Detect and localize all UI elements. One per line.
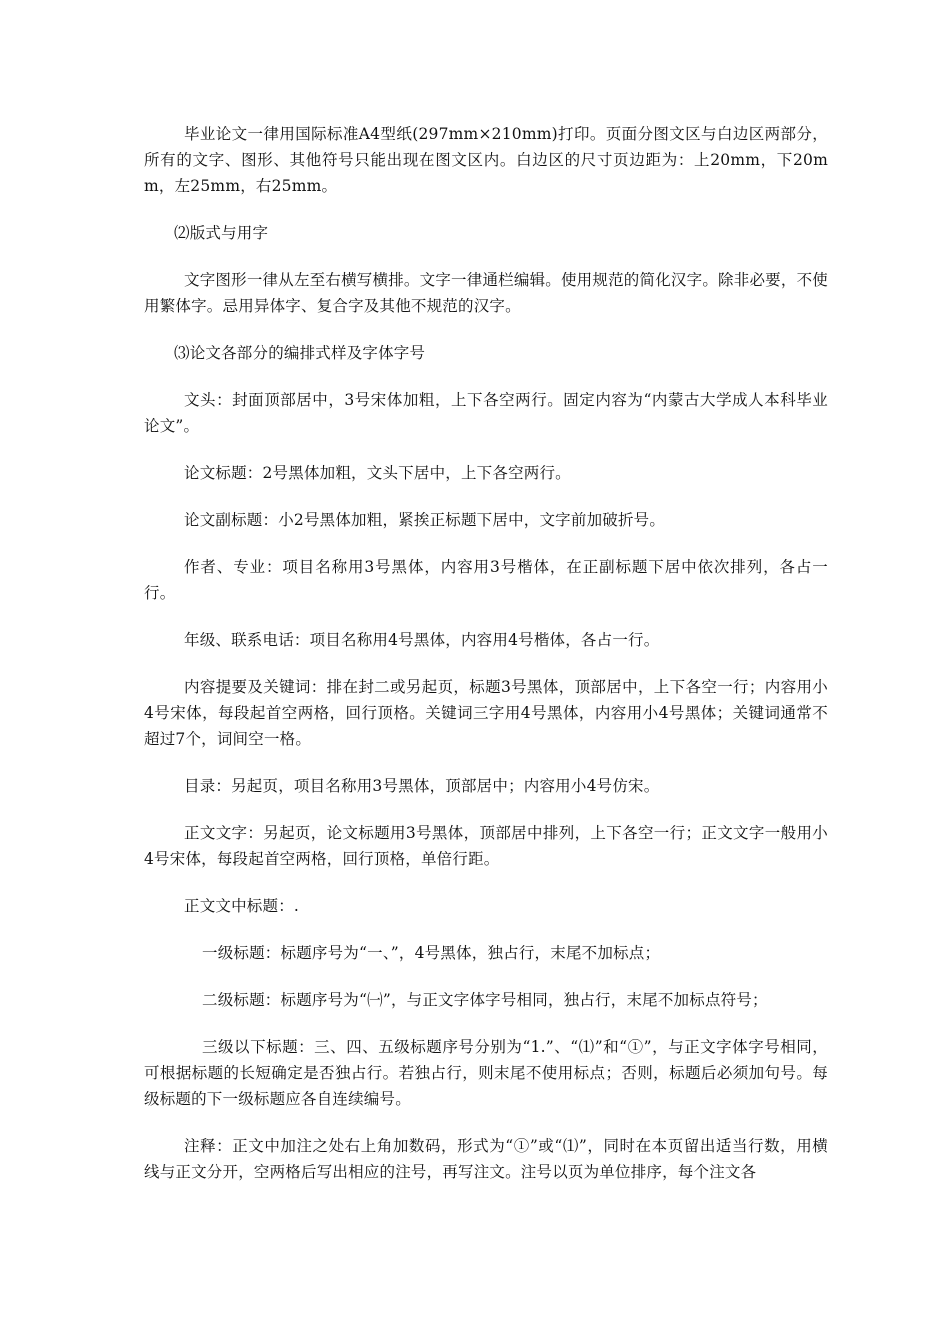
- paragraph-subtitle-format: 论文副标题：小2号黑体加粗，紧挨正标题下居中，文字前加破折号。: [184, 511, 666, 529]
- paragraph-level3-heading: 三级以下标题：三、四、五级标题序号分别为“1.”、“⑴”和“①”，与正文字体字号相同，可根据标题的长短确定是否独占行。若独占行，则末尾不使用标点；否则，标题后必须加句号。每级标题的下一级标题应各自连续编号。: [144, 1038, 828, 1108]
- paragraph-author-major-format: 作者、专业：项目名称用3号黑体，内容用3号楷体，在正副标题下居中依次排列，各占一行。: [144, 558, 828, 602]
- paragraph-contents-format: 目录：另起页，项目名称用3号黑体，顶部居中；内容用小4号仿宋。: [184, 777, 660, 795]
- paragraph-body-headings-intro: 正文文中标题：.: [184, 897, 300, 915]
- paragraph-body-text-format: 正文文字：另起页，论文标题用3号黑体，顶部居中排列，上下各空一行；正文文字一般用小4号宋体，每段起首空两格，回行顶格，单倍行距。: [144, 824, 828, 868]
- paragraph-header-format: 文头：封面顶部居中，3号宋体加粗，上下各空两行。固定内容为“内蒙古大学成人本科毕业论文”。: [144, 391, 828, 435]
- paragraph-abstract-keywords-format: 内容提要及关键词：排在封二或另起页，标题3号黑体，顶部居中，上下各空一行；内容用小4号宋体，每段起首空两格，回行顶格。关键词三字用4号黑体，内容用小4号黑体；关键词通常不超过7个，词间空一格。: [144, 678, 828, 748]
- paragraph-grade-phone-format: 年级、联系电话：项目名称用4号黑体，内容用4号楷体，各占一行。: [184, 631, 660, 649]
- paragraph-text-layout: 文字图形一律从左至右横写横排。文字一律通栏编辑。使用规范的简化汉字。除非必要，不使用繁体字。忌用异体字、复合字及其他不规范的汉字。: [144, 271, 828, 315]
- heading-section-formats: ⑶论文各部分的编排式样及字体字号: [174, 344, 426, 362]
- paragraph-level1-heading: 一级标题：标题序号为“一、”，4号黑体，独占行，末尾不加标点；: [202, 944, 661, 962]
- paragraph-level2-heading: 二级标题：标题序号为“㈠”，与正文字体字号相同，独占行，末尾不加标点符号；: [202, 991, 768, 1009]
- paragraph-title-format: 论文标题：2号黑体加粗，文头下居中，上下各空两行。: [184, 464, 571, 482]
- heading-layout-and-characters: ⑵版式与用字: [174, 224, 269, 242]
- paragraph-annotation-format: 注释：正文中加注之处右上角加数码，形式为“①”或“⑴”，同时在本页留出适当行数，用横线与正文分开，空两格后写出相应的注号，再写注文。注号以页为单位排序，每个注文各: [144, 1137, 828, 1181]
- document-body: [144, 121, 828, 1185]
- paragraph-paper-format: 毕业论文一律用国际标准A4型纸(297mm×210mm)打印。页面分图文区与白边区两部分，所有的文字、图形、其他符号只能出现在图文区内。白边区的尺寸页边距为：上20mm，下20mm，左25mm，右25mm。: [144, 125, 828, 195]
